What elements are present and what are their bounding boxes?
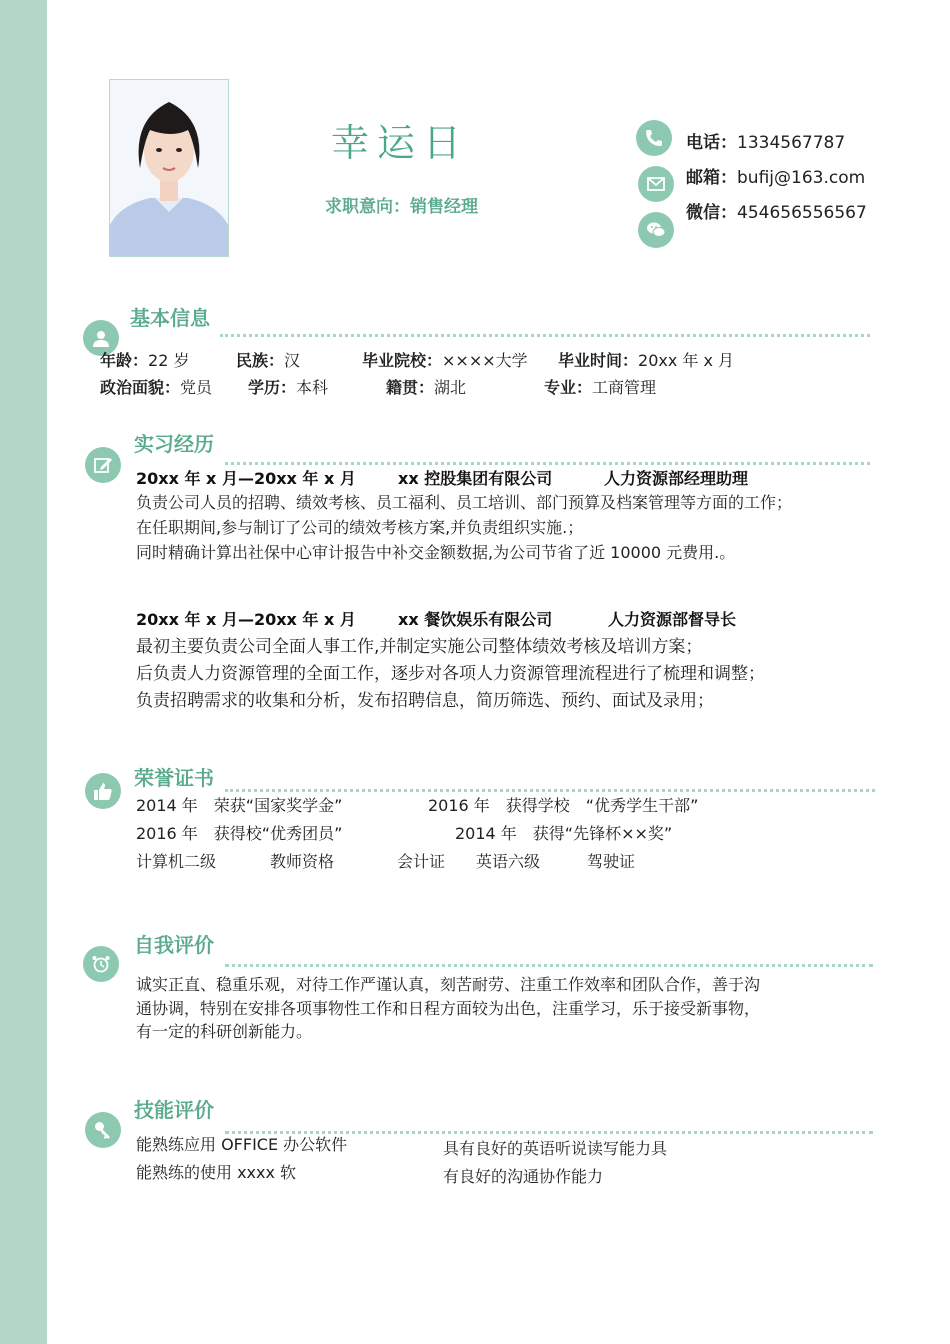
wechat-icon: [638, 212, 674, 248]
job2-company: xx 餐饮娱乐有限公司: [398, 610, 553, 629]
skill-item: 有良好的沟通协作能力: [443, 1167, 604, 1186]
mail-icon: [638, 166, 674, 202]
honor-item: 2014 年 获得“先锋杯××奖”: [455, 824, 673, 843]
contact-wechat: 微信：454656556567: [686, 203, 867, 223]
section-title-honors: 荣誉证书: [134, 766, 214, 790]
certificate-item: 英语六级: [476, 852, 541, 871]
left-sidebar-strip: [0, 0, 47, 1344]
candidate-name: 幸运日: [330, 121, 469, 165]
divider-internship: [225, 462, 870, 465]
field-political: 政治面貌：党员: [100, 378, 213, 397]
section-title-skills: 技能评价: [134, 1098, 214, 1122]
field-school: 毕业院校：××××大学: [362, 351, 528, 370]
honor-item: 2016 年 获得校“优秀团员”: [136, 824, 343, 843]
job1-line: 同时精确计算出社保中心审计报告中补交金额数据,为公司节省了近 10000 元费用.。: [136, 543, 736, 562]
edit-icon: [85, 447, 121, 483]
field-major: 专业：工商管理: [544, 378, 657, 397]
self-eval-line: 有一定的科研创新能力。: [136, 1022, 313, 1041]
job1-company: xx 控股集团有限公司: [398, 469, 553, 488]
job1-period: 20xx 年 x 月—20xx 年 x 月: [136, 469, 356, 488]
skill-item: 具有良好的英语听说读写能力具: [443, 1139, 668, 1158]
section-title-basic: 基本信息: [130, 306, 210, 330]
field-hometown: 籍贯：湖北: [386, 378, 467, 397]
field-ethnicity: 民族：汉: [236, 351, 301, 370]
alarm-clock-icon: [83, 946, 119, 982]
field-graduation: 毕业时间：20xx 年 x 月: [558, 351, 735, 370]
job2-line: 后负责人力资源管理的全面工作，逐步对各项人力资源管理流程进行了梳理和调整；: [136, 664, 765, 684]
contact-phone: 电话：1334567787: [686, 133, 846, 153]
divider-honors: [225, 789, 875, 792]
job2-role: 人力资源部督导长: [608, 610, 737, 629]
job2-period: 20xx 年 x 月—20xx 年 x 月: [136, 610, 356, 629]
contact-email: 邮箱：bufij@163.com: [686, 168, 866, 188]
job1-role: 人力资源部经理助理: [604, 469, 749, 488]
job1-line: 负责公司人员的招聘、绩效考核、员工福利、员工培训、部门预算及档案管理等方面的工作；: [136, 493, 793, 512]
job-intent: 求职意向：销售经理: [325, 197, 478, 217]
job2-line: 负责招聘需求的收集和分析，发布招聘信息，简历筛选、预约、面试及录用；: [136, 691, 714, 711]
self-eval-line: 通协调，特别在安排各项事物性工作和日程方面较为出色，注重学习，乐于接受新事物，: [136, 999, 761, 1018]
job2-line: 最初主要负责公司全面人事工作,并制定实施公司整体绩效考核及培训方案；: [136, 637, 703, 657]
field-age: 年龄：22 岁: [100, 351, 190, 370]
field-degree: 学历：本科: [248, 378, 329, 397]
phone-icon: [636, 120, 672, 156]
certificate-item: 驾驶证: [587, 852, 636, 871]
honor-item: 2014 年 荣获“国家奖学金”: [136, 796, 343, 815]
key-icon: [85, 1112, 121, 1148]
thumbs-up-icon: [85, 773, 121, 809]
section-title-self-eval: 自我评价: [134, 933, 214, 957]
certificate-item: 计算机二级: [136, 852, 217, 871]
certificate-item: 教师资格: [270, 852, 335, 871]
honor-item: 2016 年 获得学校 “优秀学生干部”: [428, 796, 699, 815]
certificate-item: 会计证: [397, 852, 446, 871]
divider-basic: [220, 334, 870, 337]
divider-self-eval: [225, 964, 873, 967]
job1-line: 在任职期间,参与制订了公司的绩效考核方案,并负责组织实施.；: [136, 518, 584, 537]
section-title-internship: 实习经历: [134, 432, 214, 456]
skill-item: 能熟练应用 OFFICE 办公软件: [136, 1135, 348, 1154]
self-eval-line: 诚实正直、稳重乐观，对待工作严谨认真，刻苦耐劳、注重工作效率和团队合作，善于沟: [136, 975, 761, 994]
profile-photo: [109, 79, 229, 257]
skill-item: 能熟练的使用 xxxx 软: [136, 1163, 297, 1182]
